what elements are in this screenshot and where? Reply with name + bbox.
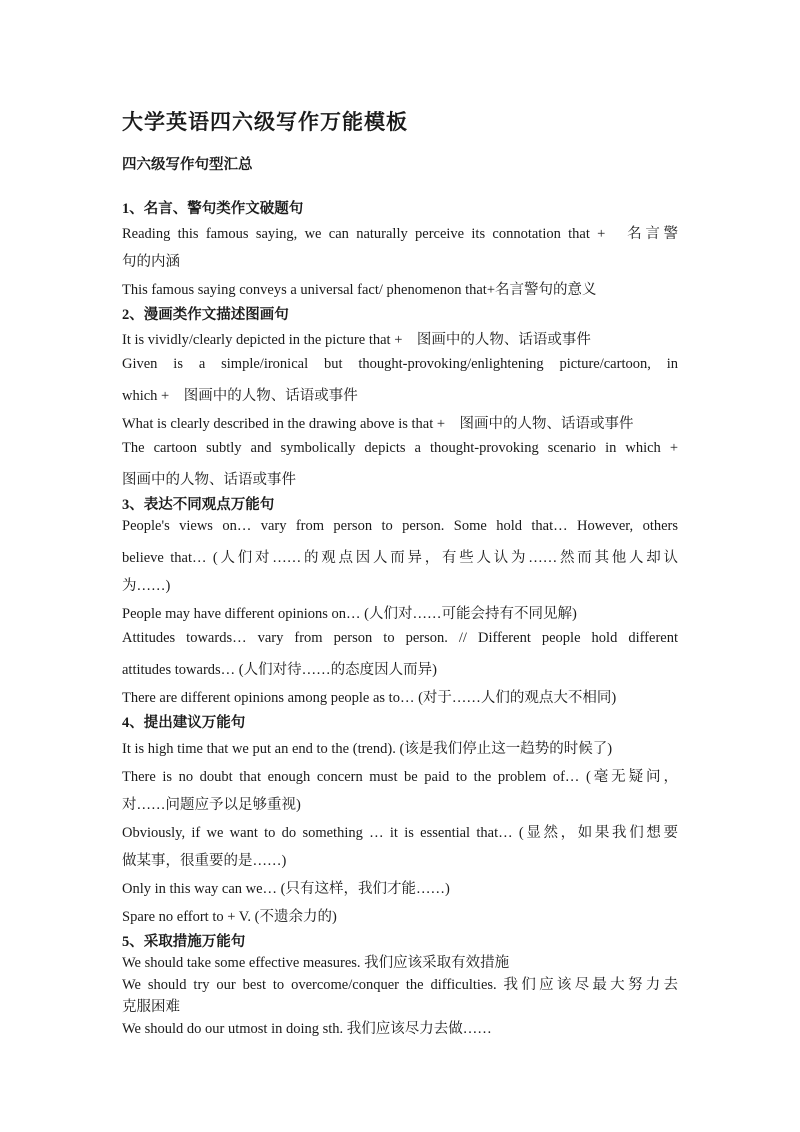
section-3-line-6: attitudes towards… (人们对待……的态度因人而异): [122, 662, 437, 678]
document-subtitle: 四六级写作句型汇总: [122, 157, 253, 173]
section-2-line-3: which + 图画中的人物、话语或事件: [122, 388, 358, 404]
section-3-line-5: Attitudes towards… vary from person to person. // Different people hold different: [122, 630, 678, 646]
section-4-line-7: Spare no effort to + V. (不遗余力的): [122, 909, 337, 925]
section-3-line-2: believe that… (人们对……的观点因人而异，有些人认为……然而其他人却认: [122, 550, 678, 566]
section-5-line-3: 克服困难: [122, 999, 180, 1015]
section-heading-4: 4、提出建议万能句: [122, 715, 246, 731]
section-4-line-5: 做某事，很重要的是……): [122, 853, 287, 869]
section-4-line-1: It is high time that we put an end to the (trend). (该是我们停止这一趋势的时候了): [122, 741, 613, 757]
section-heading-1: 1、名言、警句类作文破题句: [122, 201, 304, 217]
section-5-line-2: We should try our best to overcome/conquer the difficulties. 我们应该尽最大努力去: [122, 977, 678, 993]
section-4-line-2: There is no doubt that enough concern must be paid to the problem of… (毫无疑问，: [122, 769, 678, 785]
section-4-line-4: Obviously, if we want to do something … it is essential that… (显然，如果我们想要: [122, 825, 678, 841]
section-2-line-4: What is clearly described in the drawing above is that + 图画中的人物、话语或事件: [122, 416, 634, 432]
section-3-line-4: People may have different opinions on… (人们对……可能会持有不同见解): [122, 606, 577, 622]
section-heading-2: 2、漫画类作文描述图画句: [122, 307, 289, 323]
section-3-line-3: 为……): [122, 578, 171, 594]
section-2-line-5: The cartoon subtly and symbolically depicts a thought-provoking scenario in which +: [122, 440, 678, 456]
section-2-line-6: 图画中的人物、话语或事件: [122, 472, 296, 488]
section-5-line-1: We should take some effective measures. 我们应该采取有效措施: [122, 955, 510, 971]
section-heading-3: 3、表达不同观点万能句: [122, 497, 275, 513]
section-4-line-6: Only in this way can we… (只有这样，我们才能……): [122, 881, 450, 897]
section-3-line-1: People's views on… vary from person to person. Some hold that… However, others: [122, 518, 678, 534]
section-2-line-1: It is vividly/clearly depicted in the picture that + 图画中的人物、话语或事件: [122, 332, 591, 348]
section-heading-5: 5、采取措施万能句: [122, 934, 246, 950]
section-5-line-4: We should do our utmost in doing sth. 我们应该尽力去做……: [122, 1021, 492, 1037]
section-3-line-7: There are different opinions among people as to… (对于……人们的观点大不相同): [122, 690, 617, 706]
section-1-line-1: Reading this famous saying, we can naturally perceive its connotation that + 名言警: [122, 226, 678, 242]
section-2-line-2: Given is a simple/ironical but thought-provoking/enlightening picture/cartoon, in: [122, 356, 678, 372]
section-4-line-3: 对……问题应予以足够重视): [122, 797, 301, 813]
section-1-line-3: This famous saying conveys a universal fact/ phenomenon that+名言警句的意义: [122, 282, 597, 298]
section-1-line-2: 句的内涵: [122, 254, 180, 270]
document-title: 大学英语四六级写作万能模板: [122, 110, 408, 134]
